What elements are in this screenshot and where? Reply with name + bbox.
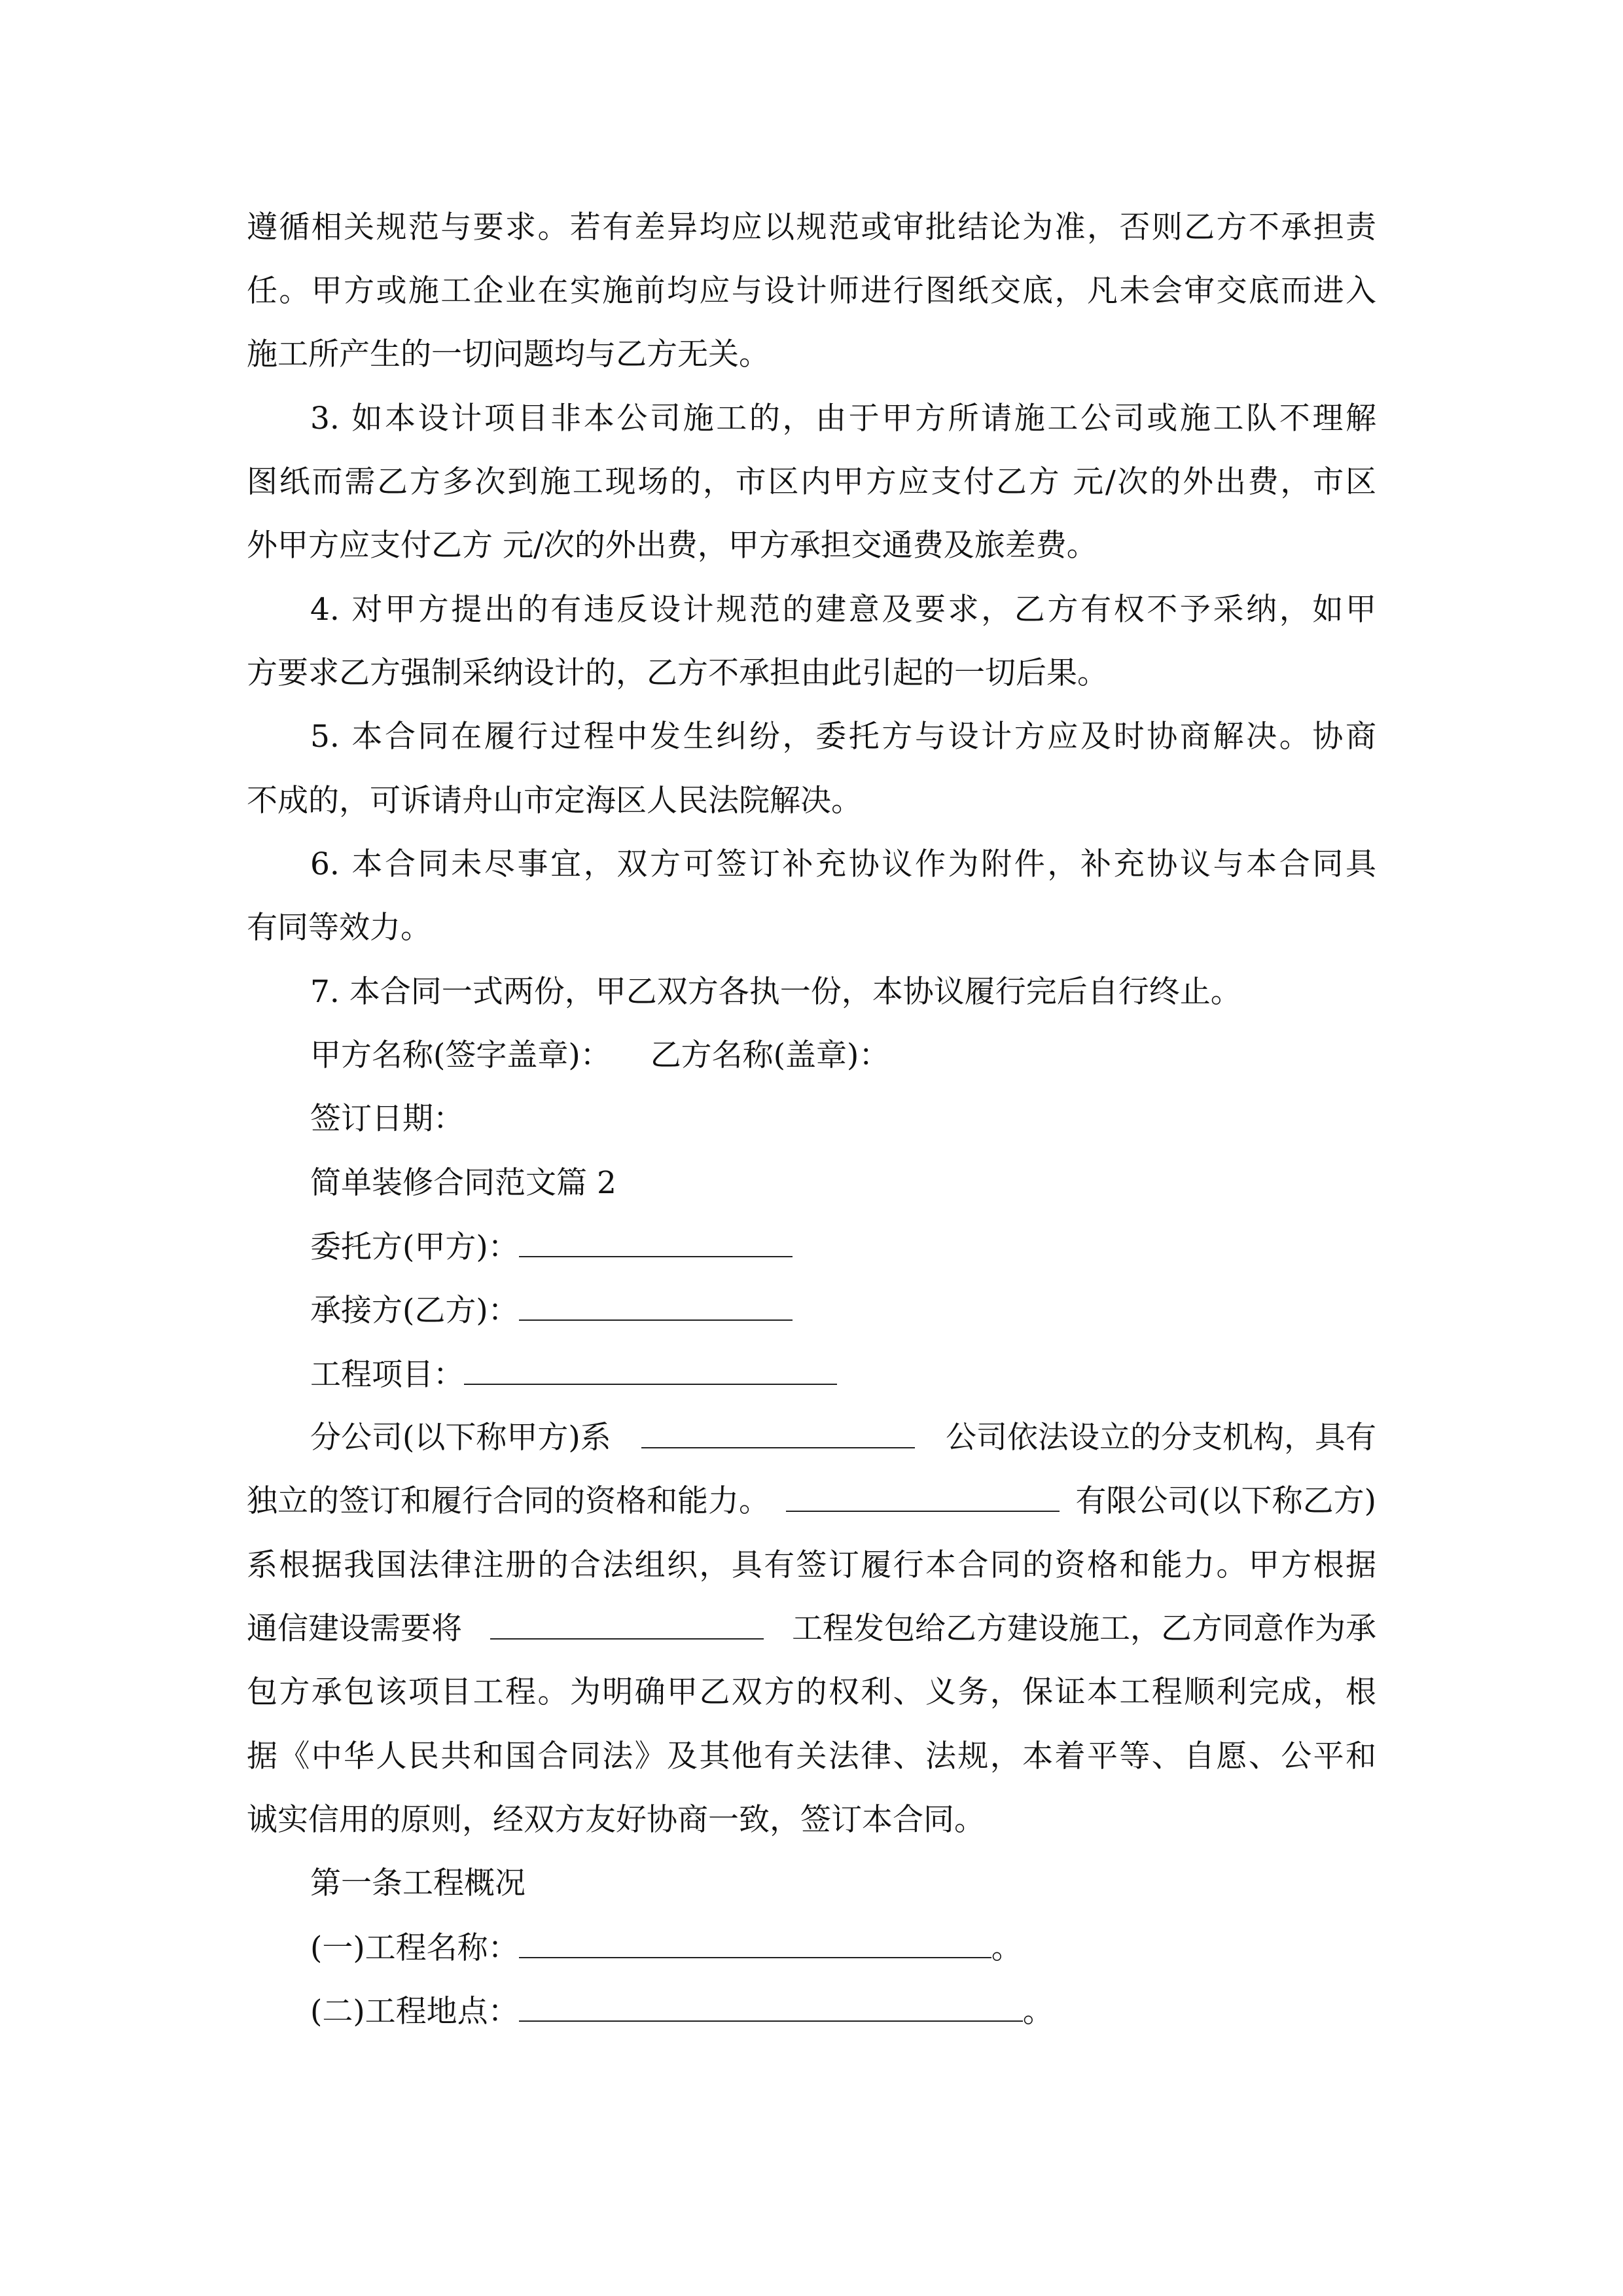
client-label: 委托方(甲方)： [310,1229,519,1265]
para2-l2a: 独立的签订和履行合同的资格和能力。 [247,1483,770,1519]
project-blank [464,1355,837,1385]
client-blank [519,1227,793,1257]
para2-l4b: 工程发包给乙方建设施工，乙方同意作为承 [792,1611,1376,1647]
project-name-blank [490,1609,764,1640]
body-line-3: 施工所产生的一切问题均与乙方无关。 [247,336,770,372]
para2-line-3: 系根据我国法律注册的合法组织，具有签订履行本合同的资格和能力。甲方根据 [247,1547,1376,1583]
body-line-2: 任。甲方或施工企业在实施前均应与设计师进行图纸交底，凡未会审交底而进入 [247,273,1376,309]
item-2-period: 。 [1022,1994,1054,2030]
clause-3-line-2: 图纸而需乙方多次到施工现场的，市区内甲方应支付乙方 元/次的外出费，市区 [247,464,1376,500]
para2-line-7: 诚实信用的原则，经双方友好协商一致，签订本合同。 [247,1802,985,1838]
clause-3-line-3: 外甲方应支付乙方 元/次的外出费，甲方承担交通费及旅差费。 [247,528,1097,564]
company-name-blank [786,1482,1060,1512]
body-line-1: 遵循相关规范与要求。若有差异均应以规范或审批结论为准，否则乙方不承担责 [247,209,1376,245]
client-line [310,1227,793,1266]
para2-line-2 [247,1482,1376,1521]
item-1-period: 。 [991,1930,1022,1966]
clause-4-line-2: 方要求乙方强制采纳设计的，乙方不承担由此引起的一切后果。 [247,655,1108,691]
contractor-line [310,1291,793,1330]
clause-7-line: 7. 本合同一式两份，甲乙双方各执一份，本协议履行完后自行终止。 [310,974,1241,1010]
signature-line [310,1036,889,1075]
contractor-label: 承接方(乙方)： [310,1293,519,1329]
signature-party-b-label: 乙方名称(盖章)： [650,1037,890,1073]
project-line [310,1355,837,1394]
signature-party-a-label: 甲方名称(签字盖章)： [310,1037,611,1073]
para2-l2b: 有限公司(以下称乙方) [1075,1483,1376,1519]
branch-parent-blank [641,1418,915,1448]
item-1-label: (一)工程名称： [310,1930,519,1966]
article-1-title: 第一条工程概况 [310,1865,526,1901]
item-2-line [310,1992,1054,2031]
project-location-field-blank [519,1992,1023,2022]
clause-5-line-1: 5. 本合同在履行过程中发生纠纷，委托方与设计方应及时协商解决。协商 [310,719,1376,755]
clause-3-line-1: 3. 如本设计项目非本公司施工的，由于甲方所请施工公司或施工队不理解 [310,401,1376,437]
para2-line-5: 包方承包该项目工程。为明确甲乙双方的权利、义务，保证本工程顺利完成，根 [247,1674,1376,1710]
section-title: 简单装修合同范文篇 2 [310,1165,616,1201]
clause-6-line-1: 6. 本合同未尽事宜，双方可签订补充协议作为附件，补充协议与本合同具 [310,846,1376,882]
para2-line-4 [247,1609,1376,1649]
contractor-blank [519,1291,793,1321]
para2-l4a: 通信建设需要将 [247,1611,462,1647]
item-1-line [310,1928,1022,1967]
para2-l1b: 公司依法设立的分支机构，具有 [946,1420,1376,1456]
item-2-label: (二)工程地点： [310,1994,519,2030]
para2-line-6: 据《中华人民共和国合同法》及其他有关法律、法规，本着平等、自愿、公平和 [247,1738,1376,1774]
clause-5-line-2: 不成的，可诉请舟山市定海区人民法院解决。 [247,783,862,819]
clause-6-line-2: 有同等效力。 [247,910,431,946]
para2-l1a: 分公司(以下称甲方)系 [310,1420,611,1456]
para2-line-1 [310,1418,1376,1458]
sign-date-label: 签订日期： [310,1101,464,1137]
project-name-field-blank [519,1928,991,1958]
project-label: 工程项目： [310,1357,464,1393]
clause-4-line-1: 4. 对甲方提出的有违反设计规范的建意及要求，乙方有权不予采纳，如甲 [310,592,1376,628]
